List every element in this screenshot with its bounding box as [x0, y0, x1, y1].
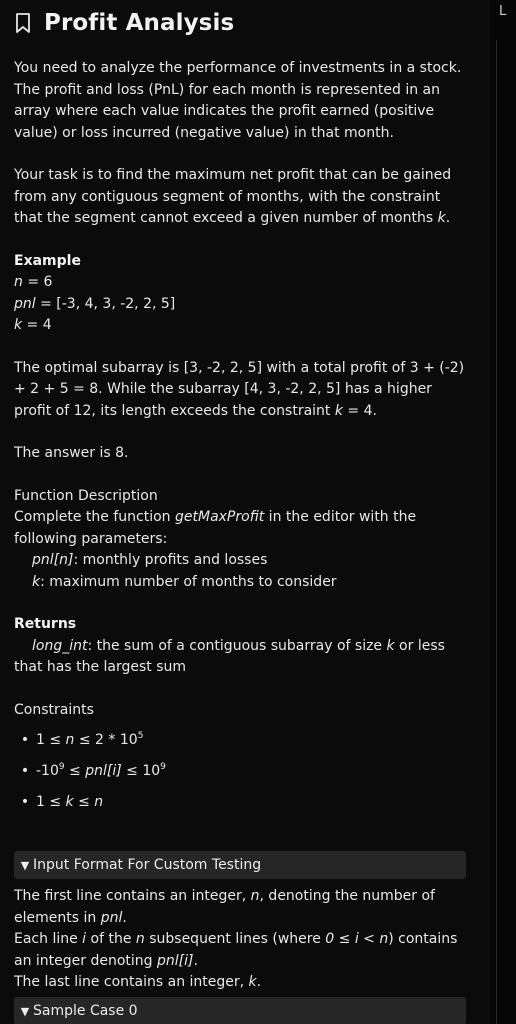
example-heading: Example [14, 252, 81, 269]
constraint-item: • $-10^9 \le pnl[i] \le 10^9$ [14, 756, 470, 787]
example-pnl: pnl = [-3, 4, 3, -2, 2, 5] [14, 295, 176, 312]
sample-case-label: Sample Case 0 [33, 1003, 138, 1019]
example-explanation: The optimal subarray is [3, -2, 2, 5] with a total profit of 3 + (-2) + 2 + 5 = 8. While the subarray [4, 3, -2, 2, 5] has a higher profit of 12, its length exceeds the constraint k = 4. [14, 359, 465, 419]
pane-divider[interactable] [496, 40, 497, 1024]
task-paragraph: Your task is to find the maximum net profit that can be gained from any contiguous segment of months, with the constraint that the segment cannot exceed a given number of months k. [14, 167, 452, 226]
triangle-down-icon: ▼ [20, 1004, 30, 1018]
example-k: k = 4 [14, 317, 52, 333]
bullet-icon: • [20, 793, 30, 810]
input-format-line-1: The first line contains an integer, n, denoting the number of elements in pnl. [14, 888, 435, 926]
constraints-heading: Constraints [14, 701, 94, 718]
param-k: k: maximum number of months to consider [32, 573, 337, 590]
input-format-body [14, 886, 470, 994]
constraints-list [14, 725, 470, 818]
returns-text: long_int: the sum of a contiguous subarray of size k or less that has the largest sum [14, 637, 445, 675]
input-format-toggle[interactable] [14, 851, 466, 879]
input-format-line-3: The last line contains an integer, k. [14, 974, 262, 990]
returns-heading: Returns [14, 616, 77, 632]
bullet-icon: • [20, 731, 30, 748]
constraint-item: • 1 ≤ k ≤ n [14, 787, 470, 818]
intro-paragraph: You need to analyze the performance of investments in a stock. The profit and loss (PnL) for each month is represented in an array where each value indicates the profit earned (positive value) or loss incurred (negative value) in that month. [14, 60, 462, 141]
example-answer: The answer is 8. [14, 445, 129, 461]
input-format-label: Input Format For Custom Testing [33, 857, 262, 873]
editor-pane-edge [490, 0, 516, 1024]
triangle-down-icon: ▼ [20, 858, 30, 872]
problem-header [14, 6, 234, 40]
example-n: n = 6 [14, 274, 53, 290]
bookmark-icon[interactable] [14, 12, 32, 34]
function-description-heading: Function Description [14, 487, 158, 504]
page-title: Profit Analysis [44, 10, 235, 36]
function-description-text: Complete the function getMaxProfit in the editor with the following parameters: [14, 509, 417, 547]
param-pnl: pnl[n]: monthly profits and losses [32, 552, 268, 568]
constraint-item: • $1 \le n \le 2 * 10^5$ [14, 725, 470, 756]
input-format-line-2: Each line i of the n subsequent lines (where 0 ≤ i < n) contains an integer denoting pnl[i]. [14, 931, 458, 969]
bullet-icon: • [20, 762, 30, 779]
sample-case-toggle[interactable] [14, 997, 466, 1024]
editor-edge-text: L [499, 4, 507, 19]
problem-statement [14, 58, 470, 818]
